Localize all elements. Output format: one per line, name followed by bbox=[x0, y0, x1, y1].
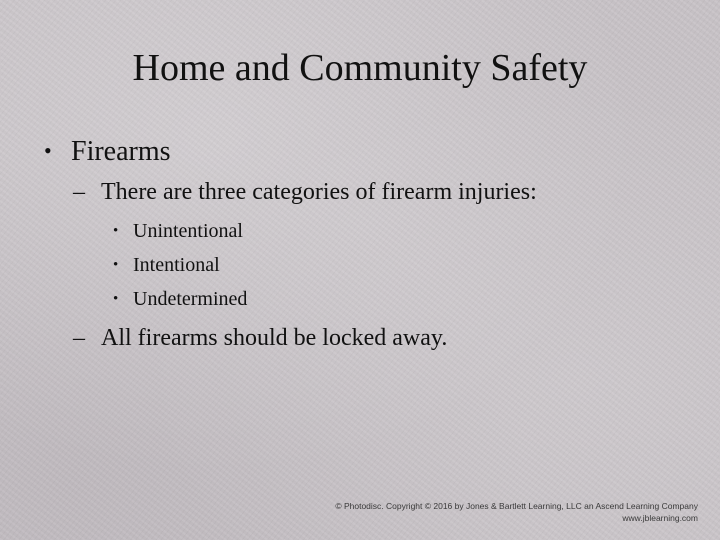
subpoint-label: All firearms should be locked away. bbox=[101, 325, 448, 351]
category-list bbox=[113, 214, 247, 316]
bullet-icon: • bbox=[113, 223, 119, 239]
subpoint-label: There are three categories of firearm injuries: bbox=[101, 179, 537, 205]
topic-bullet-firearms bbox=[44, 131, 171, 172]
bullet-icon: • bbox=[44, 138, 52, 163]
list-item-label: Intentional bbox=[133, 254, 220, 276]
publisher-url: www.jblearning.com bbox=[622, 513, 698, 523]
dash-icon: – bbox=[73, 179, 85, 205]
list-item-label: Undetermined bbox=[133, 288, 248, 310]
subpoint-categories bbox=[73, 176, 537, 208]
dash-icon: – bbox=[73, 325, 85, 351]
subpoint-locked-away bbox=[73, 322, 447, 354]
list-item bbox=[113, 282, 247, 316]
list-item bbox=[113, 248, 247, 282]
slide-title: Home and Community Safety bbox=[132, 47, 588, 89]
copyright-credit bbox=[335, 500, 698, 524]
bullet-icon: • bbox=[113, 257, 119, 273]
bullet-icon: • bbox=[113, 291, 119, 307]
topic-label: Firearms bbox=[71, 136, 171, 167]
list-item bbox=[113, 214, 247, 248]
list-item-label: Unintentional bbox=[133, 220, 243, 242]
copyright-line: © Photodisc. Copyright © 2016 by Jones & Bartlett Learning, LLC an Ascend Learning Company bbox=[335, 501, 698, 511]
